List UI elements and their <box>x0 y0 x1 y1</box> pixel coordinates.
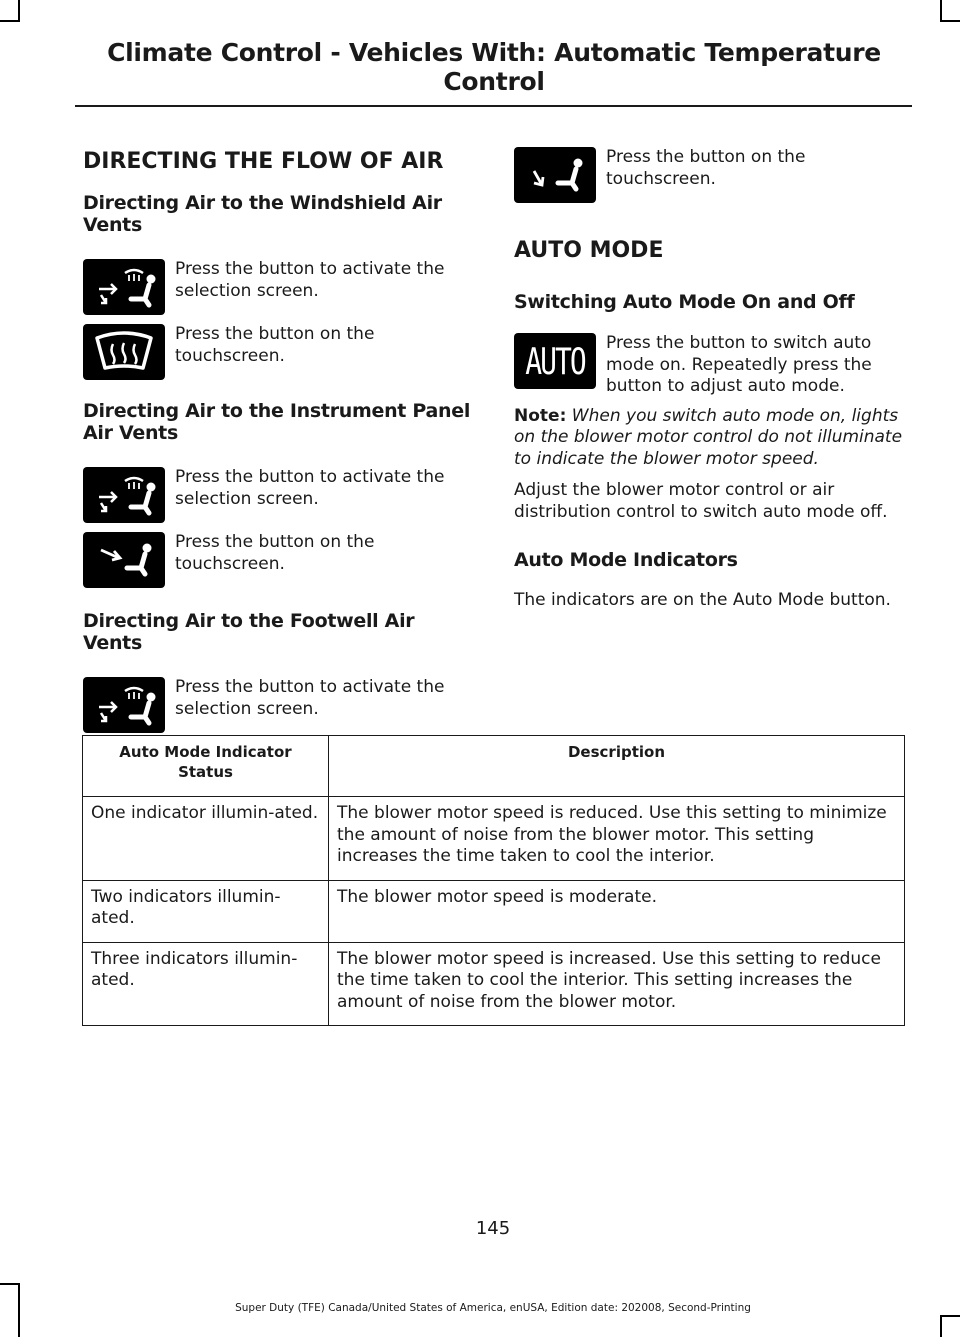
switching-heading: Switching Auto Mode On and Off <box>514 291 855 313</box>
table-row <box>83 942 905 1026</box>
crop-mark <box>0 20 20 22</box>
description-cell: The blower motor speed is moderate. <box>329 880 905 942</box>
footwell-step-1-text: Press the button to activate the selection screen. <box>175 677 445 719</box>
status-cell: Two indicators illumin-ated. <box>83 880 329 942</box>
header-title-line2: Control <box>443 67 545 96</box>
crop-mark <box>18 0 20 22</box>
indicators-text: The indicators are on the Auto Mode button. <box>514 590 891 610</box>
status-cell: Three indicators illumin-ated. <box>83 942 329 1026</box>
indicators-heading: Auto Mode Indicators <box>514 549 738 571</box>
windshield-step-1-text: Press the button to activate the selection screen. <box>175 259 445 301</box>
instrument-step-2 <box>83 532 478 588</box>
air-distribution-icon <box>83 467 165 523</box>
crop-mark <box>940 1315 960 1317</box>
crop-mark <box>940 0 942 22</box>
description-cell: The blower motor speed is increased. Use this setting to reduce the time taken to cool the interior. This setting increases the amount of noise from the blower motor. <box>329 942 905 1026</box>
air-distribution-icon <box>83 677 165 733</box>
footwell-step-2 <box>514 147 908 203</box>
auto-icon-label: AUTO <box>525 339 585 383</box>
column-header-description: Description <box>329 736 905 797</box>
windshield-heading: Directing Air to the Windshield Air Vents <box>83 192 442 236</box>
indicator-status-table <box>82 735 905 1026</box>
footer-edition: Super Duty (TFE) Canada/United States of America, enUSA, Edition date: 202008, Second-Printing <box>235 1302 751 1314</box>
footwell-step-2-text: Press the button on the touchscreen. <box>606 147 806 189</box>
column-header-status: Auto Mode Indicator Status <box>83 736 329 797</box>
crop-mark <box>0 1283 20 1285</box>
windshield-step-1 <box>83 259 478 315</box>
auto-button-icon <box>514 333 596 389</box>
crop-mark <box>940 1315 942 1337</box>
table-row <box>83 797 905 881</box>
note-label: Note: <box>514 405 567 426</box>
auto-mode-title: AUTO MODE <box>514 238 664 263</box>
air-distribution-icon <box>83 259 165 315</box>
windshield-step-2-text: Press the button on the touchscreen. <box>175 324 375 366</box>
crop-mark <box>940 20 960 22</box>
windshield-step-2 <box>83 324 478 380</box>
status-cell: One indicator illumin-ated. <box>83 797 329 881</box>
table-row <box>83 880 905 942</box>
auto-step <box>514 333 908 398</box>
table-header-row <box>83 736 905 797</box>
instrument-heading: Directing Air to the Instrument Panel Air Vents <box>83 400 471 444</box>
header-divider <box>75 105 912 107</box>
instrument-step-2-text: Press the button on the touchscreen. <box>175 532 375 574</box>
note <box>514 406 908 471</box>
windshield-defrost-icon <box>83 324 165 380</box>
panel-vent-icon <box>83 532 165 588</box>
adjust-text: Adjust the blower motor control or air distribution control to switch auto mode off. <box>514 480 888 522</box>
page-header <box>60 38 928 96</box>
note-text: When you switch auto mode on, lights on the blower motor control do not illuminate to indicate the blower motor speed. <box>514 405 903 469</box>
right-column <box>514 140 908 612</box>
auto-step-text: Press the button to switch auto mode on. Repeatedly press the button to adjust auto mode. <box>606 333 872 396</box>
footwell-vent-icon <box>514 147 596 203</box>
page-number: 145 <box>475 1218 511 1239</box>
description-cell: The blower motor speed is reduced. Use this setting to minimize the amount of noise from the blower motor. This setting increases the time taken to cool the interior. <box>329 797 905 881</box>
left-column <box>83 140 478 733</box>
footwell-heading: Directing Air to the Footwell Air Vents <box>83 610 415 654</box>
instrument-step-1-text: Press the button to activate the selection screen. <box>175 467 445 509</box>
section-title: DIRECTING THE FLOW OF AIR <box>83 149 444 174</box>
header-title-line1: Climate Control - Vehicles With: Automatic Temperature <box>107 38 881 67</box>
instrument-step-1 <box>83 467 478 523</box>
footwell-step-1 <box>83 677 478 733</box>
